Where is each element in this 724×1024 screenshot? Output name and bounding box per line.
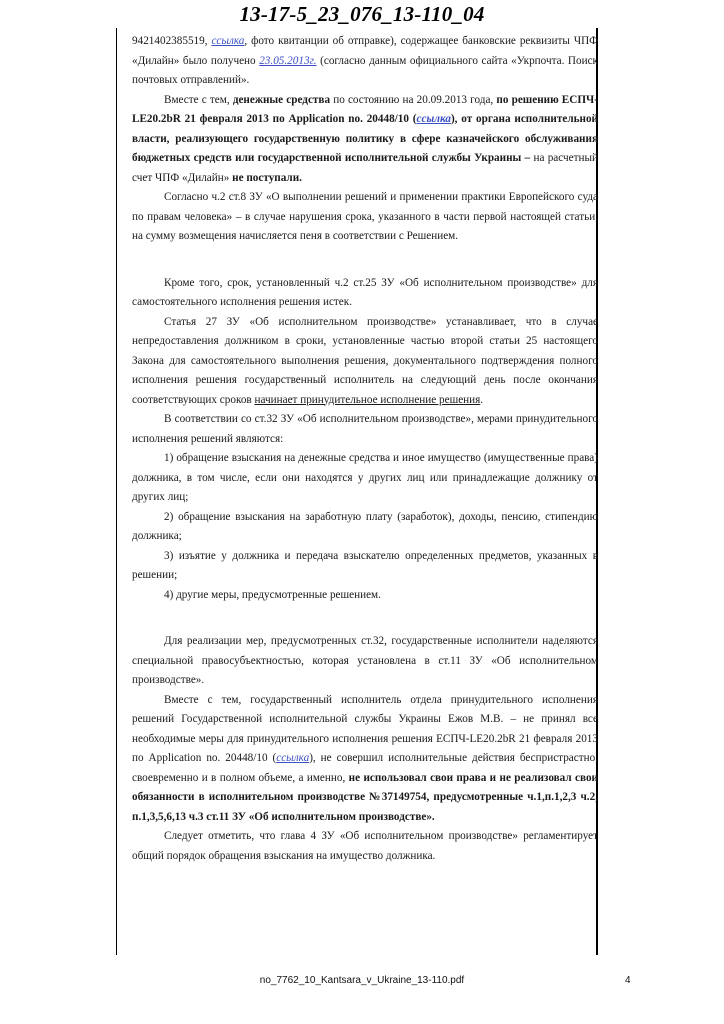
decision-link[interactable]: ссылка bbox=[276, 752, 310, 764]
bold-span: по решению ЕСПЧ-LE20.2bR 21 февраля 2013 по Application no. 20448/10 ( bbox=[132, 93, 598, 125]
document-header-title: 13-17-5_23_076_13-110_04 bbox=[239, 2, 485, 26]
decision-link[interactable]: ссылка bbox=[416, 113, 451, 125]
text-span: по состоянию на 20.09.2013 года, bbox=[330, 93, 497, 106]
list-item: 2) обращение взыскания на заработную плату (заработок), доходы, пенсию, стипендию должника; bbox=[132, 510, 598, 542]
list-item: 1) обращение взыскания на денежные средства и иное имущество (имущественные права) должника, в том числе, если они находятся у других лиц или принадлежащие должнику от других лиц; bbox=[132, 452, 598, 503]
receipt-link[interactable]: ссылка bbox=[211, 35, 245, 47]
text-span: Вместе с тем, bbox=[164, 93, 233, 106]
bold-span: ), от органа исполнительной власти, реализующего государственную политику в сфере казначейского обслуживания бюджетных средств или государственной исполнительной службы Украины – bbox=[132, 113, 599, 164]
paragraph-spacer bbox=[132, 605, 598, 632]
paragraph-3: Согласно ч.2 ст.8 ЗУ «О выполнении решений и применении практики Европейского суда по правам человека» – в случае нарушения срока, указанного в части первой настоящей статьи, на сумму возмещения начисляется пеня в соответствии с Решением. bbox=[132, 191, 598, 242]
underlined-span: начинает принудительное исполнение решения bbox=[254, 393, 481, 406]
bold-span: не поступали. bbox=[232, 171, 302, 184]
text-span: Вместе с тем, государственный исполнитель отдела принудительного исполнения решений Государственной исполнительной службы Украины Ежов М.В. – не принял все необходимые меры для принудительного исполнения решения ЕСПЧ-LE20.2bR 21 февраля 2013 по Application no. 20448/10 ( bbox=[132, 693, 598, 764]
paragraph-9: Следует отметить, что глава 4 ЗУ «Об исполнительном производстве» регламентирует общий порядок обращения взыскания на имущество должника. bbox=[132, 830, 598, 862]
paragraph-2 bbox=[132, 91, 598, 189]
text-span: 9421402385519, bbox=[132, 35, 212, 47]
document-body bbox=[132, 32, 598, 866]
text-span: (согласно данным официального сайта «Укрпочта. Поиск почтовых отправлений». bbox=[132, 54, 598, 86]
bold-span: денежные средства bbox=[232, 93, 331, 106]
list-item: 4) другие меры, предусмотренные решением. bbox=[164, 588, 381, 601]
text-span: ), не совершил исполнительные действия беспристрастно, своевременно и в полном объеме, а именно, bbox=[132, 752, 598, 784]
bold-span: не использовал свои права и не реализовал свои обязанности в исполнительном производстве №37149754, предусмотренные ч.1,п.1,2,3 ч.2, п.1,3,5,6,13 ч.3 ст.11 ЗУ «Об исполнительном производстве». bbox=[132, 771, 598, 823]
text-span: . bbox=[480, 393, 484, 406]
page-number: 4 bbox=[625, 975, 631, 986]
text-span: Статья 27 ЗУ «Об исполнительном производстве» устанавливает, что в случае непредоставления должником в сроки, установленные частью второй статьи 25 настоящего Закона для самостоятельного выполнения решения, документального подтверждения полного исполнения решения государственный исполнитель на следующий день после окончания соответствующих сроков bbox=[132, 315, 598, 406]
paragraph-5 bbox=[132, 313, 598, 411]
date-link[interactable]: 23.05.2013г. bbox=[259, 54, 317, 67]
paragraph-8 bbox=[132, 691, 598, 828]
text-span: на расчетный счет ЧПФ «Дилайн» bbox=[132, 152, 598, 184]
list-item: 3) изъятие у должника и передача взыскателю определенных предметов, указанных в решении; bbox=[132, 549, 598, 581]
paragraph-6: В соответствии со ст.32 ЗУ «Об исполнительном производстве», мерами принудительного исполнения решений являются: bbox=[132, 413, 598, 445]
footer-filename: no_7762_10_Kantsara_v_Ukraine_13-110.pdf bbox=[259, 975, 465, 986]
paragraph-7: Для реализации мер, предусмотренных ст.32, государственные исполнители наделяются специальной правосубъектностью, которая установлена в ст.11 ЗУ «Об исполнительном производстве». bbox=[132, 635, 598, 686]
paragraph-spacer bbox=[132, 247, 598, 274]
text-span: , фото квитанции об отправке), содержащее банковские реквизиты ЧПФ «Дилайн» было получено bbox=[132, 35, 599, 67]
paragraph-4: Кроме того, срок, установленный ч.2 ст.25 ЗУ «Об исполнительном производстве» для самостоятельного исполнения решения истек. bbox=[132, 276, 598, 308]
paragraph-1 bbox=[132, 32, 598, 91]
